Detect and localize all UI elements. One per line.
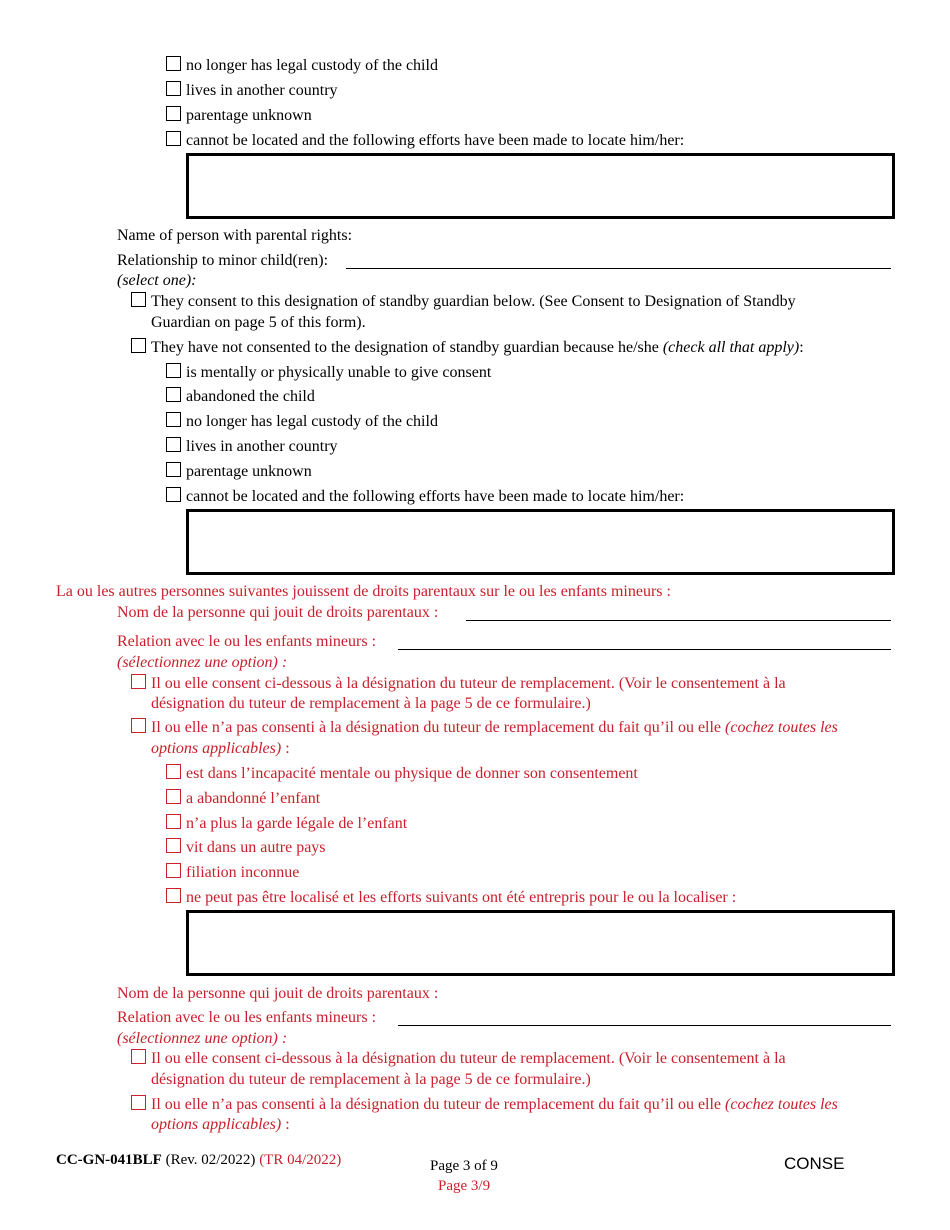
translation-revision: (TR 04/2022) [259, 1152, 342, 1168]
not-consent-text-en: They have not consented to the designation of standby guardian because he/she [151, 339, 663, 356]
reason-no-custody-en: no longer has legal custody of the child [186, 413, 438, 430]
checkbox-another-country-fr[interactable] [166, 838, 181, 853]
not-consent-text-fr-2: Il ou elle n’a pas consenti à la désignation du tuteur de remplacement du fait qu’il ou elle [151, 1096, 726, 1113]
reason-another-country-fr: vit dans un autre pays [186, 839, 326, 856]
select-one-fr-2: (sélectionnez une option) : [117, 1030, 288, 1047]
option-parentage-unknown-1: parentage unknown [186, 107, 312, 124]
checkbox-abandoned-en[interactable] [166, 387, 181, 402]
reason-filiation-fr: filiation inconnue [186, 864, 300, 881]
checkbox-incapacity-fr[interactable] [166, 764, 181, 779]
checkbox-consent-en[interactable] [131, 292, 146, 307]
checkbox-consent-fr[interactable] [131, 674, 146, 689]
checkbox-parentage-unknown-en[interactable] [166, 462, 181, 477]
footer-form-info [56, 1150, 341, 1170]
not-consent-italic1-fr-2: (cochez toutes les [725, 1096, 838, 1113]
consent-line1-en: They consent to this designation of standby guardian below. (See Consent to Designation of Standby [151, 293, 796, 310]
select-one-fr: (sélectionnez une option) : [117, 654, 288, 671]
checkbox-cannot-locate-fr[interactable] [166, 888, 181, 903]
revision: (Rev. 02/2022) [161, 1152, 260, 1168]
reason-incapacity-fr: est dans l’incapacité mentale ou physique de donner son consentement [186, 765, 638, 782]
reason-another-country-en: lives in another country [186, 438, 338, 455]
consent-line2-fr-2: désignation du tuteur de remplacement à la page 5 de ce formulaire.) [151, 1071, 591, 1088]
checkbox-filiation-fr[interactable] [166, 863, 181, 878]
not-consent-end-fr-2: : [281, 1116, 290, 1133]
name-label-fr-2: Nom de la personne qui jouit de droits parentaux : [117, 985, 439, 1002]
not-consent-text-fr: Il ou elle n’a pas consenti à la désignation du tuteur de remplacement du fait qu’il ou elle [151, 719, 726, 736]
not-consent-end-fr: : [281, 740, 290, 757]
checkbox-not-consent-en[interactable] [131, 338, 146, 353]
consent-line1-fr: Il ou elle consent ci-dessous à la désignation du tuteur de remplacement. (Voir le consentement à la [151, 675, 786, 692]
not-consent-italic-en: (check all that apply) [662, 339, 800, 356]
checkbox-parentage-unknown-1[interactable] [166, 106, 181, 121]
consent-line2-fr: désignation du tuteur de remplacement à la page 5 de ce formulaire.) [151, 695, 591, 712]
checkbox-another-country-1[interactable] [166, 81, 181, 96]
checkbox-consent-fr-2[interactable] [131, 1049, 146, 1064]
checkbox-no-custody-1[interactable] [166, 56, 181, 71]
checkbox-abandoned-fr[interactable] [166, 789, 181, 804]
name-input-fr[interactable] [466, 620, 891, 621]
not-consent-italic2-fr-2: options applicables) [151, 1116, 282, 1133]
option-no-custody-1: no longer has legal custody of the child [186, 57, 438, 74]
reason-cannot-locate-en: cannot be located and the following efforts have been made to locate him/her: [186, 488, 685, 505]
checkbox-cannot-locate-1[interactable] [166, 131, 181, 146]
efforts-textbox-1[interactable] [186, 153, 895, 219]
intro-fr: La ou les autres personnes suivantes jouissent de droits parentaux sur le ou les enfants mineurs : [56, 583, 671, 600]
not-consent-line1-fr [151, 718, 838, 738]
not-consent-line2-fr [151, 739, 290, 759]
reason-cannot-locate-fr: ne peut pas être localisé et les efforts suivants ont été entrepris pour le ou la localiser : [186, 889, 737, 906]
relationship-label-fr-2: Relation avec le ou les enfants mineurs : [117, 1009, 377, 1026]
relationship-input-en[interactable] [346, 268, 891, 269]
reason-abandoned-fr: a abandonné l’enfant [186, 790, 321, 807]
reason-unable-consent-en: is mentally or physically unable to give consent [186, 364, 492, 381]
checkbox-another-country-en[interactable] [166, 437, 181, 452]
relationship-input-fr-2[interactable] [398, 1025, 891, 1026]
checkbox-no-custody-en[interactable] [166, 412, 181, 427]
checkbox-not-consent-fr-2[interactable] [131, 1095, 146, 1110]
not-consent-italic1-fr: (cochez toutes les [725, 719, 838, 736]
relationship-label-en: Relationship to minor child(ren): [117, 252, 329, 269]
efforts-textbox-en[interactable] [186, 509, 895, 575]
checkbox-cannot-locate-en[interactable] [166, 487, 181, 502]
name-label-fr: Nom de la personne qui jouit de droits parentaux : [117, 604, 439, 621]
page-number-fr: Page 3/9 [438, 1178, 491, 1194]
relationship-label-fr: Relation avec le ou les enfants mineurs : [117, 633, 377, 650]
efforts-textbox-fr[interactable] [186, 910, 895, 976]
checkbox-unable-consent-en[interactable] [166, 363, 181, 378]
checkbox-no-custody-fr[interactable] [166, 814, 181, 829]
name-label-en: Name of person with parental rights: [117, 227, 353, 244]
page-number-en: Page 3 of 9 [430, 1158, 498, 1174]
select-one-en: (select one): [117, 272, 197, 289]
not-consent-line2-fr-2 [151, 1115, 290, 1135]
reason-abandoned-en: abandoned the child [186, 388, 315, 405]
form-id: CC-GN-041BLF [56, 1152, 162, 1168]
consent-line1-fr-2: Il ou elle consent ci-dessous à la désignation du tuteur de remplacement. (Voir le consentement à la [151, 1050, 786, 1067]
checkbox-not-consent-fr[interactable] [131, 718, 146, 733]
option-cannot-locate-1: cannot be located and the following efforts have been made to locate him/her: [186, 132, 685, 149]
conse-label: CONSE [784, 1154, 845, 1173]
not-consent-line-en [151, 338, 804, 358]
option-another-country-1: lives in another country [186, 82, 338, 99]
not-consent-line1-fr-2 [151, 1095, 838, 1115]
reason-parentage-unknown-en: parentage unknown [186, 463, 312, 480]
relationship-input-fr[interactable] [398, 649, 891, 650]
not-consent-end-en: : [799, 339, 804, 356]
not-consent-italic2-fr: options applicables) [151, 740, 282, 757]
reason-no-custody-fr: n’a plus la garde légale de l’enfant [186, 815, 408, 832]
consent-line2-en: Guardian on page 5 of this form). [151, 314, 366, 331]
